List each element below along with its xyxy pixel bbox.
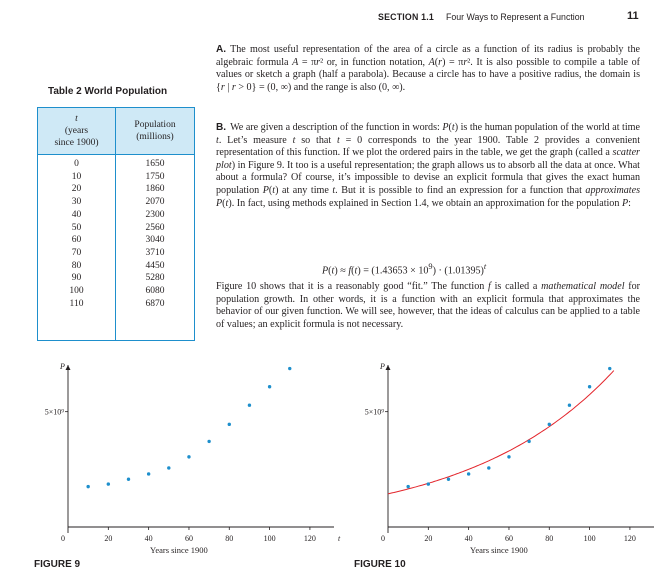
y-tick-label: 5×10⁹ — [44, 407, 64, 417]
data-point — [467, 472, 470, 475]
data-point — [507, 455, 510, 458]
table-cell-population: 6080 — [145, 286, 165, 297]
figure-9-chart — [0, 355, 341, 555]
page-number: 11 — [627, 10, 639, 22]
figure-10-caption: FIGURE 10 — [354, 559, 406, 570]
x-tick-label: 40 — [464, 534, 473, 543]
table-header-years — [38, 113, 115, 149]
table-cell-year: 100 — [69, 286, 84, 297]
table-cell-population: 3040 — [145, 235, 165, 246]
table-cell-population: 5280 — [145, 273, 165, 284]
data-point — [588, 385, 591, 388]
data-point — [187, 455, 190, 458]
data-point — [568, 404, 571, 407]
table-header-population — [116, 119, 194, 143]
y-axis-arrow — [386, 365, 391, 370]
data-point — [228, 423, 231, 426]
data-point — [167, 466, 170, 469]
table-cell-population: 2560 — [145, 222, 165, 233]
section-title: Four Ways to Represent a Function — [446, 12, 585, 22]
header-since: since 1900) — [54, 138, 99, 148]
x-axis-title: Years since 1900 — [150, 545, 208, 555]
x-tick-label: 120 — [623, 534, 636, 543]
x-tick-label: 20 — [104, 534, 113, 543]
data-point — [248, 404, 251, 407]
y-axis-label: P — [380, 362, 385, 371]
data-point — [447, 478, 450, 481]
table-cell-population: 1860 — [145, 184, 165, 195]
table-cell-year: 20 — [71, 184, 82, 195]
data-point — [127, 478, 130, 481]
y-axis-arrow — [66, 365, 71, 370]
x-tick-label: 60 — [184, 534, 193, 543]
table-cell-year: 10 — [71, 171, 82, 182]
item-a — [216, 44, 640, 94]
table-cell-population: 3710 — [145, 247, 165, 258]
data-point — [608, 367, 611, 370]
x-tick-label: 20 — [424, 534, 433, 543]
table-cell-year: 70 — [71, 247, 82, 258]
model-formula: $P(t) \approx f(t) = (1.43653 \times 10^9) \cdot (1.01395)^t$ — [322, 262, 487, 277]
table-cell-population: 4450 — [145, 260, 165, 271]
section-label: SECTION 1.1 — [378, 12, 434, 22]
x-tick-label: 80 — [545, 534, 554, 543]
table-cell-year: 90 — [71, 273, 82, 284]
x-tick-label: 40 — [144, 534, 153, 543]
data-point — [487, 466, 490, 469]
data-point — [147, 472, 150, 475]
table-cell-population: 2300 — [145, 209, 165, 220]
item-a-label: A. — [216, 44, 227, 55]
table-column-years — [38, 158, 115, 310]
y-axis-label: P — [60, 362, 65, 371]
table-column-population — [116, 158, 194, 310]
item-b — [216, 122, 640, 210]
item-a-text: The most useful representation of the area of a circle as a function of its radius is probably the algebraic formula A = πr² or, in function notation, A(r) = πr². It is also possible to compile a table of values or sketch a graph (half a parabola). Because a circle has to have a positive radius, the domain is {r | r > 0} = (0, ∞) and the range is also (0, ∞). — [216, 44, 641, 93]
data-point — [86, 485, 89, 488]
data-point — [107, 482, 110, 485]
table-cell-year: 30 — [71, 197, 82, 208]
y-tick-label: 5×10⁹ — [364, 407, 384, 417]
table-cell-year: 80 — [71, 260, 82, 271]
x-axis-title: Years since 1900 — [470, 545, 528, 555]
table-cell-year: 60 — [71, 235, 82, 246]
x-tick-label: 60 — [504, 534, 513, 543]
table-cell-population: 1750 — [145, 171, 165, 182]
data-point — [288, 367, 291, 370]
model-curve — [388, 371, 614, 494]
data-point — [527, 440, 530, 443]
table-cell-year: 110 — [69, 298, 84, 309]
population-table — [37, 107, 195, 341]
figure-9-caption: FIGURE 9 — [34, 559, 81, 570]
model-paragraph: Figure 10 shows that it is a reasonably good “fit.” The function f is called a mathematical model for population growth. In other words, it is a function with an explicit formula that approximates the behavior of our given function. We will see, however, that the ideas of calculus can be applied to a table of values; an explicit formula is not necessary. — [216, 281, 641, 330]
table-cell-year: 0 — [74, 159, 79, 169]
data-point — [427, 482, 430, 485]
x-tick-label: 100 — [583, 534, 596, 543]
table-cell-population: 2070 — [145, 197, 165, 208]
data-point — [548, 423, 551, 426]
origin-label: 0 — [381, 534, 385, 543]
data-point — [406, 485, 409, 488]
x-tick-label: 80 — [225, 534, 234, 543]
table-cell-population: 1650 — [145, 159, 165, 169]
x-axis-t-label: t — [338, 534, 341, 543]
data-point — [268, 385, 271, 388]
item-b-label: B. — [216, 122, 227, 133]
table-cell-year: 50 — [71, 222, 82, 233]
x-tick-label: 120 — [303, 534, 316, 543]
figure-10-chart — [320, 355, 654, 555]
item-b-text: We are given a description of the function in words: P(t) is the human population of the world at time t. Let’s measure t so that t = 0 corresponds to the year 1900. Table 2 provides a convenient representation of this function. If we plot the ordered pairs in the table, we get the graph (called a scatter plot) in Figure 9. It too is a useful representation; the graph allows us to absorb all the data at once. What about a formula? Of course, it’s impossible to devise an explicit formula that gives the exact human population P(t) at any time t. But it is possible to find an expression for a function that approximates P(t). In fact, using methods explained in Section 1.4, we obtain an approximation for the population P: — [216, 122, 640, 209]
origin-label: 0 — [61, 534, 65, 543]
data-point — [207, 440, 210, 443]
header-t: t — [75, 114, 78, 124]
header-population: Population — [134, 120, 176, 130]
table-caption: Table 2 World Population — [48, 86, 168, 97]
table-cell-year: 40 — [71, 209, 82, 220]
header-millions: (millions) — [136, 132, 174, 142]
table-cell-population: 6870 — [145, 298, 165, 309]
x-tick-label: 100 — [263, 534, 276, 543]
header-years: (years — [64, 126, 89, 136]
